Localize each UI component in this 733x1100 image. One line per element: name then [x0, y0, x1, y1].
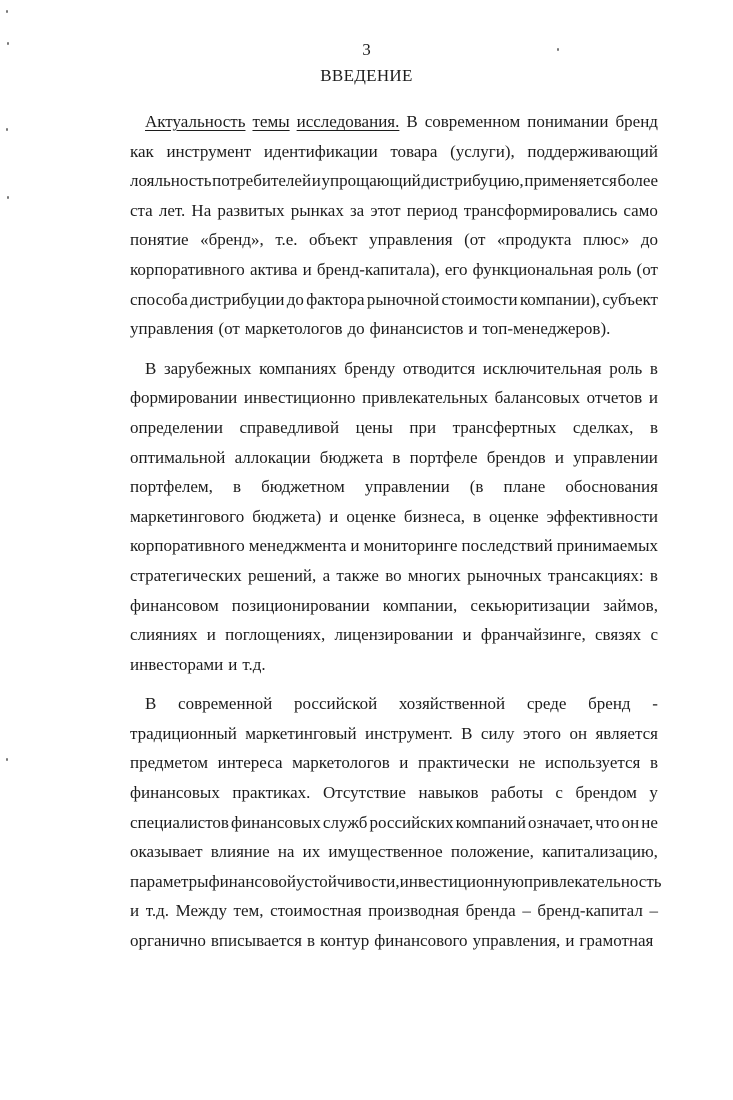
word: брендов — [486, 447, 546, 467]
word: (от — [218, 319, 240, 339]
text-line — [130, 166, 658, 196]
word: упрощающий — [321, 171, 421, 191]
word: лицензировании — [334, 625, 454, 645]
word: понимании — [527, 112, 609, 131]
word: бренд — [615, 112, 658, 131]
word: привлекательность — [523, 871, 662, 891]
word: способа — [130, 289, 188, 309]
word: компании, — [382, 595, 458, 615]
word: в — [306, 931, 315, 951]
word: в — [392, 447, 401, 467]
word: (услуги), — [450, 141, 515, 161]
word: инвесторами — [130, 654, 224, 674]
word: управления, — [472, 931, 561, 951]
word: дистрибуцию, — [421, 171, 524, 191]
word: поддерживающий — [527, 141, 658, 161]
word: практически — [417, 753, 510, 773]
word: этого — [522, 723, 562, 743]
scan-speck — [6, 128, 8, 131]
word: инструмент. — [364, 723, 453, 743]
word: а — [322, 565, 331, 585]
word: отводится — [402, 358, 476, 378]
word: исследования. — [296, 112, 400, 131]
word: управлении — [364, 477, 450, 497]
word: контур — [320, 931, 370, 951]
word: что — [595, 812, 620, 832]
word: практиках. — [232, 783, 311, 803]
word: финансовой — [208, 871, 296, 891]
text-line — [130, 719, 658, 749]
word: является — [595, 723, 658, 743]
word: лояльность — [130, 171, 212, 191]
word: производная — [368, 901, 460, 921]
word: и — [648, 388, 658, 408]
word: функциональная — [472, 259, 594, 279]
word: капитализацию, — [542, 842, 658, 862]
scan-speck — [6, 10, 8, 13]
word: современном — [424, 112, 521, 131]
word: современной — [178, 694, 273, 714]
word: товара — [390, 141, 438, 161]
word: (от — [636, 259, 658, 279]
word: оценке — [346, 506, 396, 526]
word: компаний — [455, 812, 526, 832]
word: менеджмента — [248, 536, 347, 556]
word: привлекательных — [362, 388, 488, 408]
word: «бренд», — [200, 230, 264, 250]
word: с — [650, 625, 658, 645]
word: корпоративного — [130, 536, 245, 556]
word: финансистов — [369, 319, 464, 339]
text-line — [130, 285, 658, 315]
text-line — [130, 561, 658, 591]
word: среде — [526, 694, 567, 714]
word: оптимальной — [130, 447, 226, 467]
word: и — [554, 447, 564, 467]
word: отчетов — [586, 388, 643, 408]
word: В — [406, 112, 418, 131]
word: (от — [464, 230, 486, 250]
word: трансформировались — [463, 200, 618, 220]
word: В — [145, 694, 157, 714]
word: устойчивости, — [295, 871, 400, 891]
text-line — [130, 196, 658, 226]
word: и — [399, 753, 409, 773]
word: грамотная — [579, 931, 654, 951]
word: бюджета — [319, 447, 384, 467]
word: портфеле — [409, 447, 478, 467]
word: позиционировании — [231, 595, 370, 615]
text-line — [130, 896, 658, 926]
page-title: ВВЕДЕНИЕ — [320, 66, 413, 85]
text-line — [130, 137, 658, 167]
word: стоимостная — [270, 901, 362, 921]
word: - — [652, 694, 658, 714]
word: лет. — [158, 200, 186, 220]
word: стоимости — [441, 289, 518, 309]
word: плане — [503, 477, 546, 497]
word: бюджетном — [261, 477, 345, 497]
word: и — [462, 625, 472, 645]
word: трансфертных — [452, 417, 557, 437]
word: с — [555, 783, 563, 803]
word: управлении — [573, 447, 658, 467]
word: бюджета) — [252, 506, 322, 526]
word: и — [228, 654, 238, 674]
word: он — [569, 723, 588, 743]
word: формировании — [130, 388, 238, 408]
word: влияние — [210, 842, 270, 862]
word: и — [206, 625, 216, 645]
word: цены — [355, 417, 393, 437]
word: в — [649, 417, 658, 437]
word: не — [641, 812, 658, 832]
word: работы — [491, 783, 543, 803]
word: финансовом — [130, 595, 219, 615]
text-line — [130, 650, 658, 680]
word: и — [302, 259, 312, 279]
document-body — [130, 107, 662, 966]
word: балансовых — [494, 388, 581, 408]
paragraph — [130, 689, 662, 955]
word: также — [336, 565, 379, 585]
text-line — [130, 354, 658, 384]
text-line — [130, 748, 658, 778]
word: – — [522, 901, 531, 921]
word: параметры — [130, 871, 209, 891]
word: в — [472, 506, 482, 526]
text-line — [130, 225, 658, 255]
word: объект — [309, 230, 358, 250]
word: хозяйственной — [398, 694, 506, 714]
word: бренд — [588, 694, 631, 714]
word: маркетологов — [292, 753, 390, 773]
word: Между — [175, 901, 227, 921]
word: маркетинговый — [245, 723, 357, 743]
word: инвестиционно — [243, 388, 356, 408]
scan-speck — [7, 196, 9, 199]
page-number: 3 — [362, 40, 371, 59]
word: в — [649, 358, 658, 378]
word: роль — [598, 259, 632, 279]
scan-speck — [557, 48, 559, 51]
word: В — [145, 358, 157, 378]
paragraph — [130, 107, 658, 344]
word: оценке — [489, 506, 539, 526]
word: исключительная — [482, 358, 602, 378]
scan-speck — [6, 758, 8, 761]
word: и — [329, 506, 339, 526]
word: управления — [130, 319, 214, 339]
word: поглощениях, — [225, 625, 326, 645]
word: мониторинге — [363, 536, 458, 556]
word: финансовых — [231, 812, 321, 832]
word: в — [649, 565, 658, 585]
word: финансового — [374, 931, 468, 951]
word: этот — [370, 200, 401, 220]
word: до — [347, 319, 365, 339]
word: – — [649, 901, 658, 921]
word: финансовых — [130, 783, 220, 803]
word: бренда — [465, 901, 516, 921]
word: применяется — [524, 171, 617, 191]
word: само — [623, 200, 658, 220]
word: т.д. — [242, 654, 266, 674]
word: плюс» — [583, 230, 630, 250]
word: силу — [480, 723, 515, 743]
text-line — [130, 591, 658, 621]
word: решений, — [248, 565, 317, 585]
word: имущественное — [328, 842, 443, 862]
word: их — [302, 842, 321, 862]
word: российской — [293, 694, 378, 714]
word: последствий — [461, 536, 553, 556]
word: сделках, — [572, 417, 634, 437]
word: вписывается — [210, 931, 302, 951]
word: интереса — [217, 753, 283, 773]
word: компании), — [519, 289, 601, 309]
word: ста — [130, 200, 153, 220]
word: топ-менеджеров). — [482, 319, 611, 339]
word: и — [468, 319, 478, 339]
word: у — [649, 783, 658, 803]
text-line — [130, 689, 658, 719]
word: и — [350, 536, 360, 556]
text-line — [130, 778, 658, 808]
word: навыков — [418, 783, 479, 803]
word: т.е. — [275, 230, 298, 250]
text-line — [130, 837, 658, 867]
text-line — [130, 808, 658, 838]
word: традиционный — [130, 723, 237, 743]
word: роль — [609, 358, 643, 378]
text-line — [130, 620, 658, 650]
word: используется — [544, 753, 641, 773]
word: потребителей — [212, 171, 312, 191]
text-line — [130, 531, 658, 561]
word: В — [461, 723, 473, 743]
word: за — [349, 200, 365, 220]
word: определении — [130, 417, 223, 437]
word: как — [130, 141, 154, 161]
word: его — [444, 259, 468, 279]
word: аллокации — [234, 447, 311, 467]
word: он — [621, 812, 640, 832]
word: На — [191, 200, 212, 220]
word: маркетологов — [244, 319, 343, 339]
word: до — [286, 289, 304, 309]
word: брендом — [575, 783, 637, 803]
word: эффективности — [546, 506, 658, 526]
word: стратегических — [130, 565, 242, 585]
word: дистрибуции — [190, 289, 285, 309]
word: при — [409, 417, 437, 437]
word: справедливой — [239, 417, 340, 437]
word: в — [232, 477, 242, 497]
word: тем, — [233, 901, 264, 921]
text-line — [130, 255, 658, 285]
word: связях — [594, 625, 642, 645]
word: «продукта — [497, 230, 572, 250]
word: секьюритизации — [470, 595, 591, 615]
word: и — [130, 901, 140, 921]
text-line — [130, 443, 658, 473]
word: более — [617, 171, 658, 191]
word: займов, — [603, 595, 658, 615]
word: на — [277, 842, 295, 862]
word: актива — [249, 259, 298, 279]
word: фактора — [306, 289, 365, 309]
word: корпоративного — [130, 259, 245, 279]
word: органично — [130, 931, 206, 951]
word: понятие — [130, 230, 189, 250]
word: слияниях — [130, 625, 198, 645]
word: в — [649, 753, 658, 773]
word: (в — [469, 477, 484, 497]
word: темы — [252, 112, 290, 131]
text-line — [130, 502, 658, 532]
word: предметом — [130, 753, 209, 773]
text-line — [130, 867, 662, 897]
word: развитых — [217, 200, 285, 220]
word: во — [385, 565, 402, 585]
word: бренд-капитал — [537, 901, 643, 921]
word: идентификации — [263, 141, 378, 161]
scan-speck — [7, 42, 9, 45]
word: управления — [369, 230, 453, 250]
word: портфелем, — [130, 477, 213, 497]
word: компаниях — [259, 358, 337, 378]
word: инструмент — [166, 141, 252, 161]
text-line — [130, 107, 658, 137]
word: оказывает — [130, 842, 203, 862]
word: трансакциях: — [548, 565, 644, 585]
paragraph — [130, 354, 658, 680]
word: рыночных — [467, 565, 542, 585]
word: зарубежных — [163, 358, 252, 378]
word: инвестиционную — [399, 871, 524, 891]
word: российских — [369, 812, 454, 832]
word: маркетингового — [130, 506, 245, 526]
word: и — [311, 171, 321, 191]
text-line — [130, 383, 658, 413]
word: принимаемых — [556, 536, 658, 556]
text-line — [130, 314, 658, 344]
word: специалистов — [130, 812, 229, 832]
word: многих — [407, 565, 461, 585]
word: не — [518, 753, 536, 773]
text-line — [130, 926, 658, 956]
word: субъект — [602, 289, 658, 309]
word: рынках — [290, 200, 344, 220]
word: Актуальность — [145, 112, 246, 131]
word: служб — [322, 812, 368, 832]
word: положение, — [450, 842, 534, 862]
text-line — [130, 472, 658, 502]
word: Отсутствие — [322, 783, 406, 803]
word: бренд-капитала), — [316, 259, 440, 279]
word: период — [406, 200, 458, 220]
word: франчайзинге, — [480, 625, 586, 645]
word: обоснования — [565, 477, 658, 497]
word: бренду — [344, 358, 396, 378]
word: т.д. — [145, 901, 170, 921]
text-line — [130, 413, 658, 443]
word: рыночной — [366, 289, 440, 309]
word: означает, — [528, 812, 594, 832]
word: и — [565, 931, 575, 951]
word: до — [640, 230, 658, 250]
word: бизнеса, — [403, 506, 465, 526]
